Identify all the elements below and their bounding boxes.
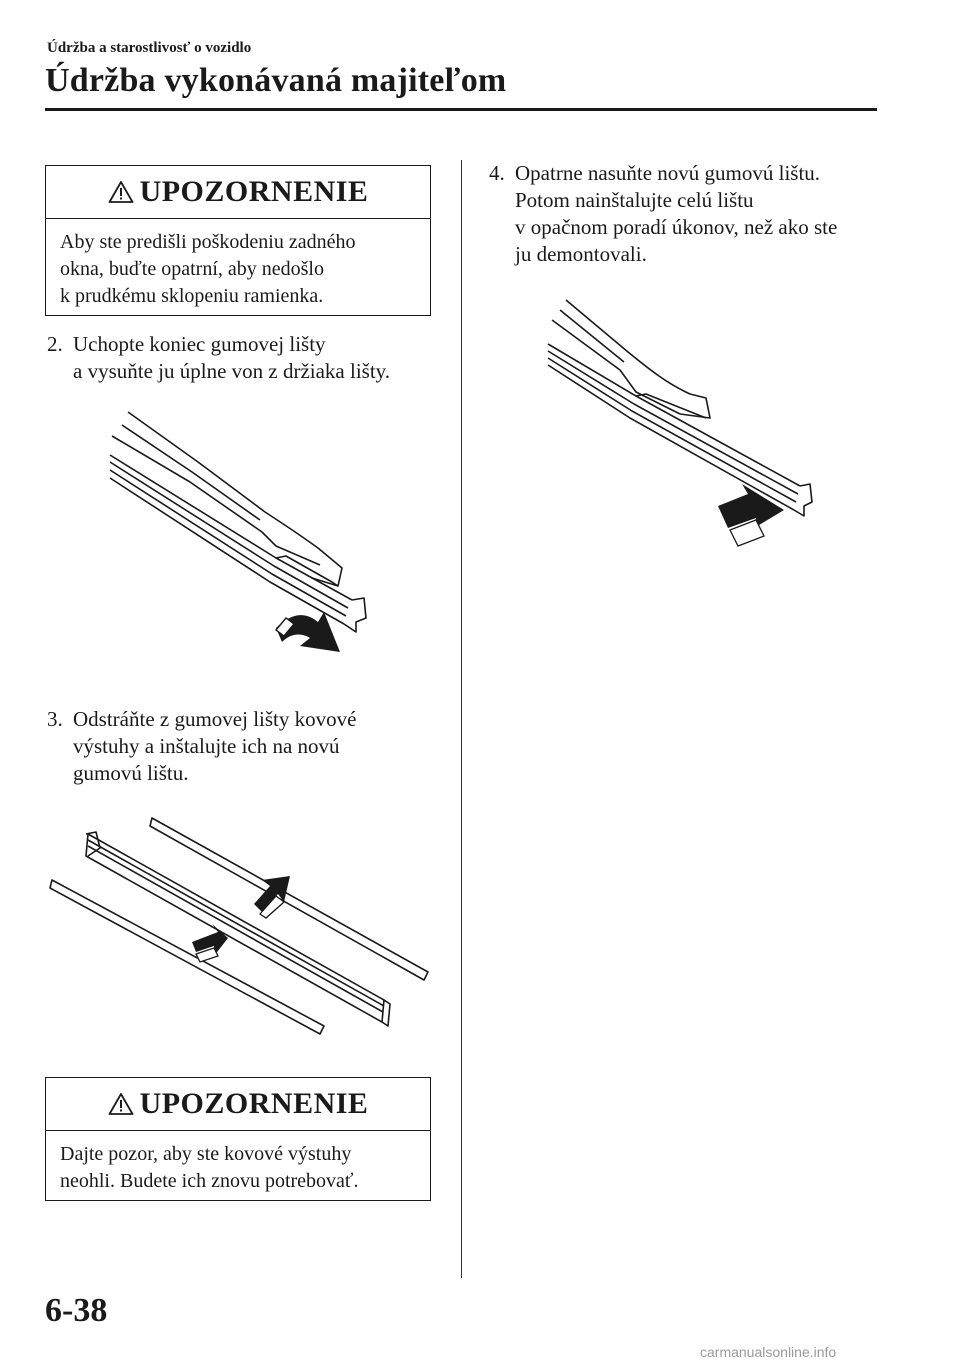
- step-line: Potom nainštalujte celú lištu: [515, 188, 754, 212]
- caution-line: Dajte pozor, aby ste kovové výstuhy: [60, 1143, 352, 1165]
- caution-line: neohli. Budete ich znovu potrebovať.: [60, 1170, 359, 1192]
- page-number: 6-38: [45, 1292, 108, 1329]
- step-line: a vysuňte ju úplne von z držiaka lišty.: [73, 359, 391, 383]
- section-label: Údržba a starostlivosť o vozidlo: [47, 40, 252, 56]
- caution-label: UPOZORNENIE: [139, 175, 369, 208]
- watermark: carmanualsonline.info: [700, 1344, 837, 1360]
- caution-line: k prudkému sklopeniu ramienka.: [60, 285, 324, 307]
- step-line: výstuhy a inštalujte ich na novú: [73, 734, 340, 758]
- caution-line: okna, buďte opatrní, aby nedošlo: [60, 258, 324, 280]
- step-number: 4.: [489, 161, 505, 185]
- step-line: v opačnom poradí úkonov, než ako ste: [515, 215, 838, 239]
- step-line: ju demontovali.: [515, 242, 647, 266]
- caution-label: UPOZORNENIE: [139, 1087, 369, 1120]
- step-line: Odstráňte z gumovej lišty kovové: [73, 707, 357, 731]
- step-number: 2.: [47, 332, 63, 356]
- step-line: Opatrne nasuňte novú gumovú lištu.: [515, 161, 821, 185]
- step-line: gumovú lištu.: [73, 761, 189, 785]
- step-number: 3.: [47, 707, 63, 731]
- step-line: Uchopte koniec gumovej lišty: [73, 332, 326, 356]
- caution-line: Aby ste predišli poškodeniu zadného: [60, 231, 356, 253]
- page-title: Údržba vykonávaná majiteľom: [45, 62, 507, 99]
